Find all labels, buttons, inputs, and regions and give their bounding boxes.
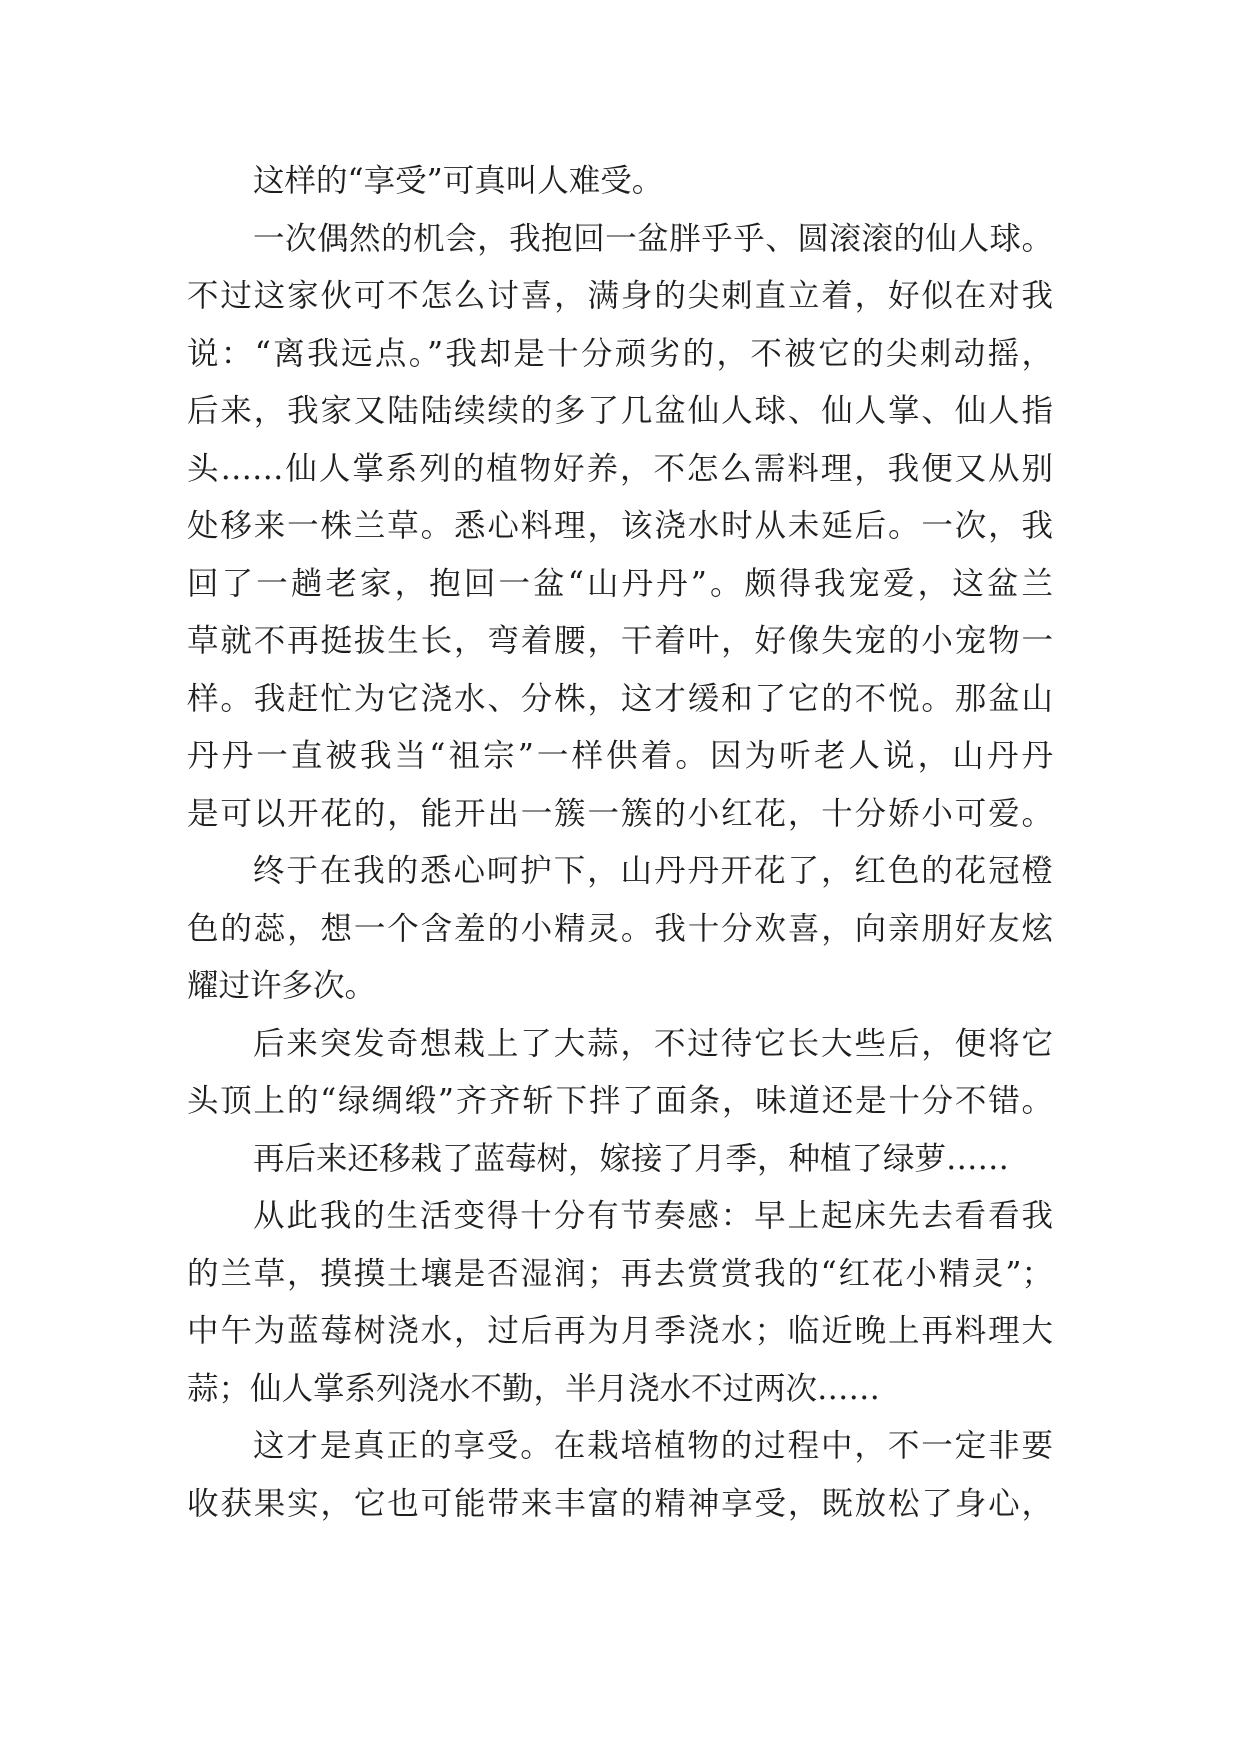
text-line: 头顶上的“绿绸缎”齐齐斩下拌了面条，味道还是十分不错。 (187, 1083, 1053, 1119)
text-line: 处移来一株兰草。悉心料理，该浇水时从未延后。一次，我 (187, 508, 1053, 544)
paragraph (187, 1016, 1053, 1131)
document-body (187, 153, 1053, 1533)
text-line: 回了一趟老家，抱回一盆“山丹丹”。颇得我宠爱，这盆兰 (187, 565, 1053, 602)
text-line: 这才是真正的享受。在栽培植物的过程中，不一定非要 (253, 1428, 1053, 1464)
text-line: 样。我赶忙为它浇水、分株，这才缓和了它的不悦。那盆山 (187, 680, 1053, 717)
text-line: 不过这家伙可不怎么讨喜，满身的尖刺直立着，好似在对我 (187, 278, 1053, 314)
text-line: 中午为蓝莓树浇水，过后再为月季浇水；临近晚上再料理大 (187, 1313, 1053, 1349)
text-line: 草就不再挺拔生长，弯着腰，干着叶，好像失宠的小宠物一 (187, 623, 1053, 659)
text-line: 蒜；仙人掌系列浇水不勤，半月浇水不过两次…… (187, 1370, 881, 1407)
text-line: 是可以开花的，能开出一簇一簇的小红花，十分娇小可爱。 (187, 795, 1053, 832)
paragraph (187, 1188, 1053, 1418)
paragraph (187, 843, 1053, 1016)
text-line: 再后来还移栽了蓝莓树，嫁接了月季，种植了绿萝…… (253, 1140, 1010, 1177)
text-line: 从此我的生活变得十分有节奏感：早上起床先去看看我 (253, 1198, 1053, 1234)
text-line: 这样的“享受”可真叫人难受。 (253, 163, 664, 199)
text-line: 耀过许多次。 (187, 968, 377, 1004)
text-line: 终于在我的悉心呵护下，山丹丹开花了，红色的花冠橙 (253, 853, 1053, 889)
text-line: 色的蕊，想一个含羞的小精灵。我十分欢喜，向亲朋好友炫 (187, 910, 1053, 947)
paragraph (187, 1131, 1053, 1189)
paragraph (187, 1418, 1053, 1533)
text-line: 的兰草，摸摸土壤是否湿润；再去赏赏我的“红花小精灵”； (187, 1255, 1053, 1292)
text-line: 后来突发奇想栽上了大蒜，不过待它长大些后，便将它 (253, 1025, 1053, 1062)
text-line: 一次偶然的机会，我抱回一盆胖乎乎、圆滚滚的仙人球。 (253, 220, 1053, 257)
text-line: 头……仙人掌系列的植物好养，不怎么需料理，我便又从别 (187, 450, 1053, 487)
text-line: 丹丹一直被我当“祖宗”一样供着。因为听老人说，山丹丹 (187, 738, 1053, 774)
paragraph (187, 153, 1053, 211)
paragraph (187, 211, 1053, 844)
text-line: 说：“离我远点。”我却是十分顽劣的，不被它的尖刺动摇， (187, 335, 1053, 372)
text-line: 收获果实，它也可能带来丰富的精神享受，既放松了身心， (187, 1485, 1053, 1522)
text-line: 后来，我家又陆陆续续的多了几盆仙人球、仙人掌、仙人指 (187, 393, 1053, 429)
